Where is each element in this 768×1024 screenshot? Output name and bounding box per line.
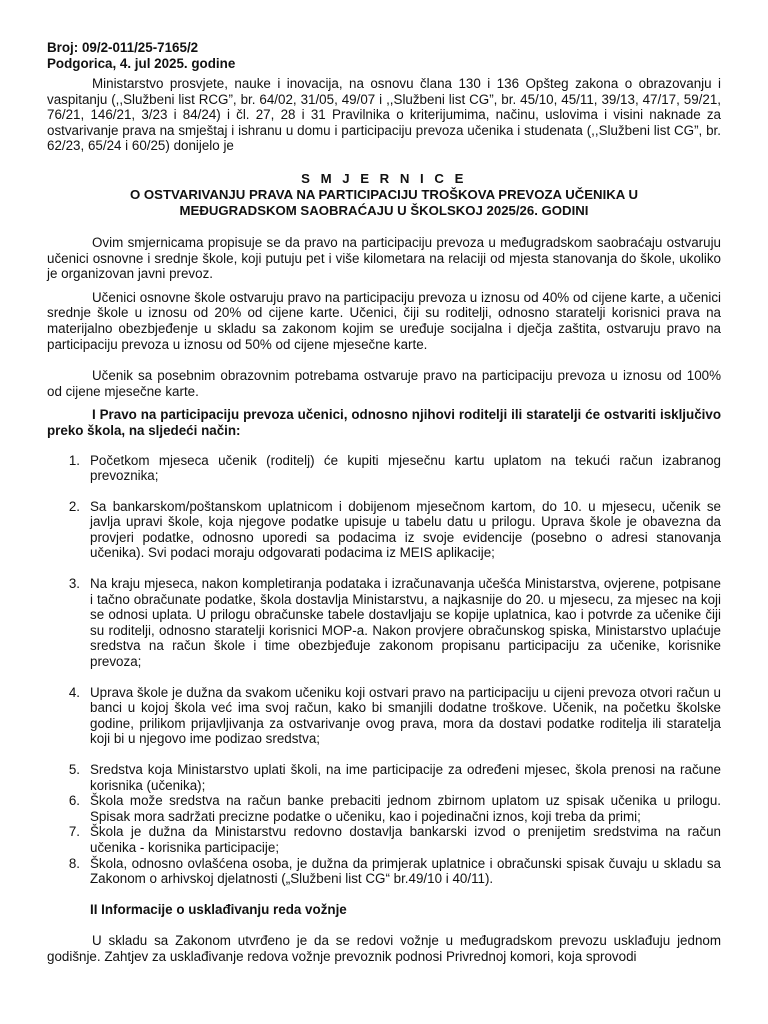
list-item-text: Uprava škole je dužna da svakom učeniku koji ostvari pravo na participaciju u cijeni prevoza otvori račun u banci u kojoj škola već ima svoj račun, kako bi smanjili dodatne troškove. Učenik, na početku školske godine, prilikom prijavljivanja za ostvarivanje ovog prava, mora da dostavi podatke roditelja ili staratelja koji bi u njegovo ime podizao sredstva;: [90, 684, 721, 747]
list-item-number: 2.: [68, 498, 80, 514]
list-item-number: 6.: [68, 793, 80, 809]
list-item: [47, 762, 721, 793]
procedure-list: [47, 453, 721, 887]
list-item-text: Na kraju mjeseca, nakon kompletiranja podataka i izračunavanja učešća Ministarstva, ovjerene, potpisane i tačno obračunate podatke, škola dostavlja Ministarstvu, a najkasnije do 20. u mjesecu, za mjesec na koji se odnosi uplata. U prilogu obračunske tabele dostavljaju se kopije uplatnica, kao i potvrde za učenike čiji su roditelji, odnosno staratelji korisnici MOP-a. Nakon provjere obračunskog spiska, Ministarstvo uplaćuje sredstva na račun škole i time obezbjeđuje zakonom propisanu participaciju za učenike, korisnike prevoza;: [90, 576, 721, 670]
section-2-heading: II Informacije o usklađivanju reda vožnje: [90, 901, 347, 917]
section-2-paragraph: U skladu sa Zakonom utvrđeno je da se redovi vožnje u međugradskom prevozu usklađuju jednom godišnje. Zahtjev za usklađivanje redova vožnje prevoznik podnosi Privrednoj komori, koja sprovodi: [47, 933, 721, 964]
list-item-number: 5.: [68, 762, 80, 777]
list-item: [47, 793, 721, 824]
list-item: [47, 499, 721, 561]
paragraph-scope: Ovim smjernicama propisuje se da pravo na participaciju prevoza u međugradskom saobraćaju ostvaruju učenici osnovne i srednje škole, koji putuju pet i više kilometara na relaciji od mjesta stanovanja do škole, ukoliko je organizovan javni prevoz.: [47, 234, 721, 282]
list-item: [47, 824, 721, 855]
title-line-3: MEĐUGRADSKOM SAOBRAĆAJU U ŠKOLSKOJ 2025/26. GODINI: [179, 202, 589, 218]
list-item: [47, 453, 721, 484]
list-item: [47, 685, 721, 747]
paragraph-percentages: Učenici osnovne škole ostvaruju pravo na participaciju prevoza u iznosu od 40% od cijene karte, a učenici srednje škole u iznosu od 20% od cijene karte. Učenici, čiji su roditelji, odnosno staratelji korisnici prava na materijalno obezbjeđenje u skladu sa zakonom kojim se uređuje socijalna i dječja zaštita, ostvaruju pravo na participaciju prevoza u iznosu od 50% od cijene mjesečne karte.: [47, 289, 721, 352]
list-item-text: Početkom mjeseca učenik (roditelj) će kupiti mjesečnu kartu uplatom na tekući račun izabranog prevoznika;: [90, 452, 721, 484]
intro-paragraph: Ministarstvo prosvjete, nauke i inovacija, na osnovu člana 130 i 136 Opšteg zakona o obrazovanju i vaspitanju (,,Službeni list RCG”, br. 64/02, 31/05, 49/07 i ,,Službeni list CG”, br. 45/10, 45/11, 39/13, 47/17, 59/21, 76/21, 146/21, 3/23 i 84/24) i čl. 27, 28 i 31 Pravilnika o kriterijumima, načinu, uslovima i visini naknade za ostvarivanje prava na smještaj i ishranu u domu i participaciju prevoza učenika i studenata (,,Službeni list CG”, br. 62/23, 65/24 i 60/25) donijelo je: [47, 76, 721, 154]
list-item-number: 3.: [68, 576, 80, 592]
list-item-number: 7.: [68, 824, 80, 840]
document-place-date: Podgorica, 4. jul 2025. godine: [47, 56, 236, 71]
section-1-heading: I Pravo na participaciju prevoza učenici, odnosno njihovi roditelji ili staratelji će ostvariti isključivo preko škola, na sljedeći način:: [47, 407, 721, 438]
list-item-number: 1.: [68, 452, 80, 468]
list-item-text: Škola može sredstva na račun banke prebaciti jednom zbirnom uplatom uz spisak učenika u prilogu. Spisak mora sadržati precizne podatke o učeniku, kao i pojedinačni iznos, koji treba da primi;: [90, 793, 721, 824]
paragraph-special-needs: Učenik sa posebnim obrazovnim potrebama ostvaruje pravo na participaciju prevoza u iznosu od 100% od cijene mjesečne karte.: [47, 368, 721, 399]
list-item: [47, 856, 721, 887]
list-item: [47, 576, 721, 670]
list-item-number: 8.: [68, 855, 80, 871]
title-line-2: O OSTVARIVANJU PRAVA NA PARTICIPACIJU TROŠKOVA PREVOZA UČENIKA U: [130, 186, 638, 202]
title-smjernice: S M J E R N I C E: [301, 170, 467, 186]
document-number: Broj: 09/2-011/25-7165/2: [47, 40, 199, 55]
list-item-number: 4.: [68, 684, 80, 700]
list-item-text: Sa bankarskom/poštanskom uplatnicom i dobijenom mjesečnom kartom, do 10. u mjesecu, učenik se javlja upravi škole, koja njegove podatke upisuje u tabelu datu u prilogu. Uprava škole je obavezna da provjeri podatke, odnosno uporedi sa podacima iz svoje evidencije (posebno o adresi stanovanja učenika). Svi podaci moraju odgovarati podacima iz MEIS aplikacije;: [90, 498, 721, 561]
list-item-text: Škola je dužna da Ministarstvu redovno dostavlja bankarski izvod o prenijetim sredstvima na račun učenika - korisnika participacije;: [90, 824, 721, 855]
list-item-text: Škola, odnosno ovlašćena osoba, je dužna da primjerak uplatnice i obračunski spisak čuvaju u skladu sa Zakonom o arhivskoj djelatnosti („Službeni list CG“ br.49/10 i 40/11).: [90, 855, 721, 887]
list-item-text: Sredstva koja Ministarstvo uplati školi, na ime participacije za određeni mjesec, škola prenosi na račune korisnika (učenika);: [90, 762, 721, 793]
